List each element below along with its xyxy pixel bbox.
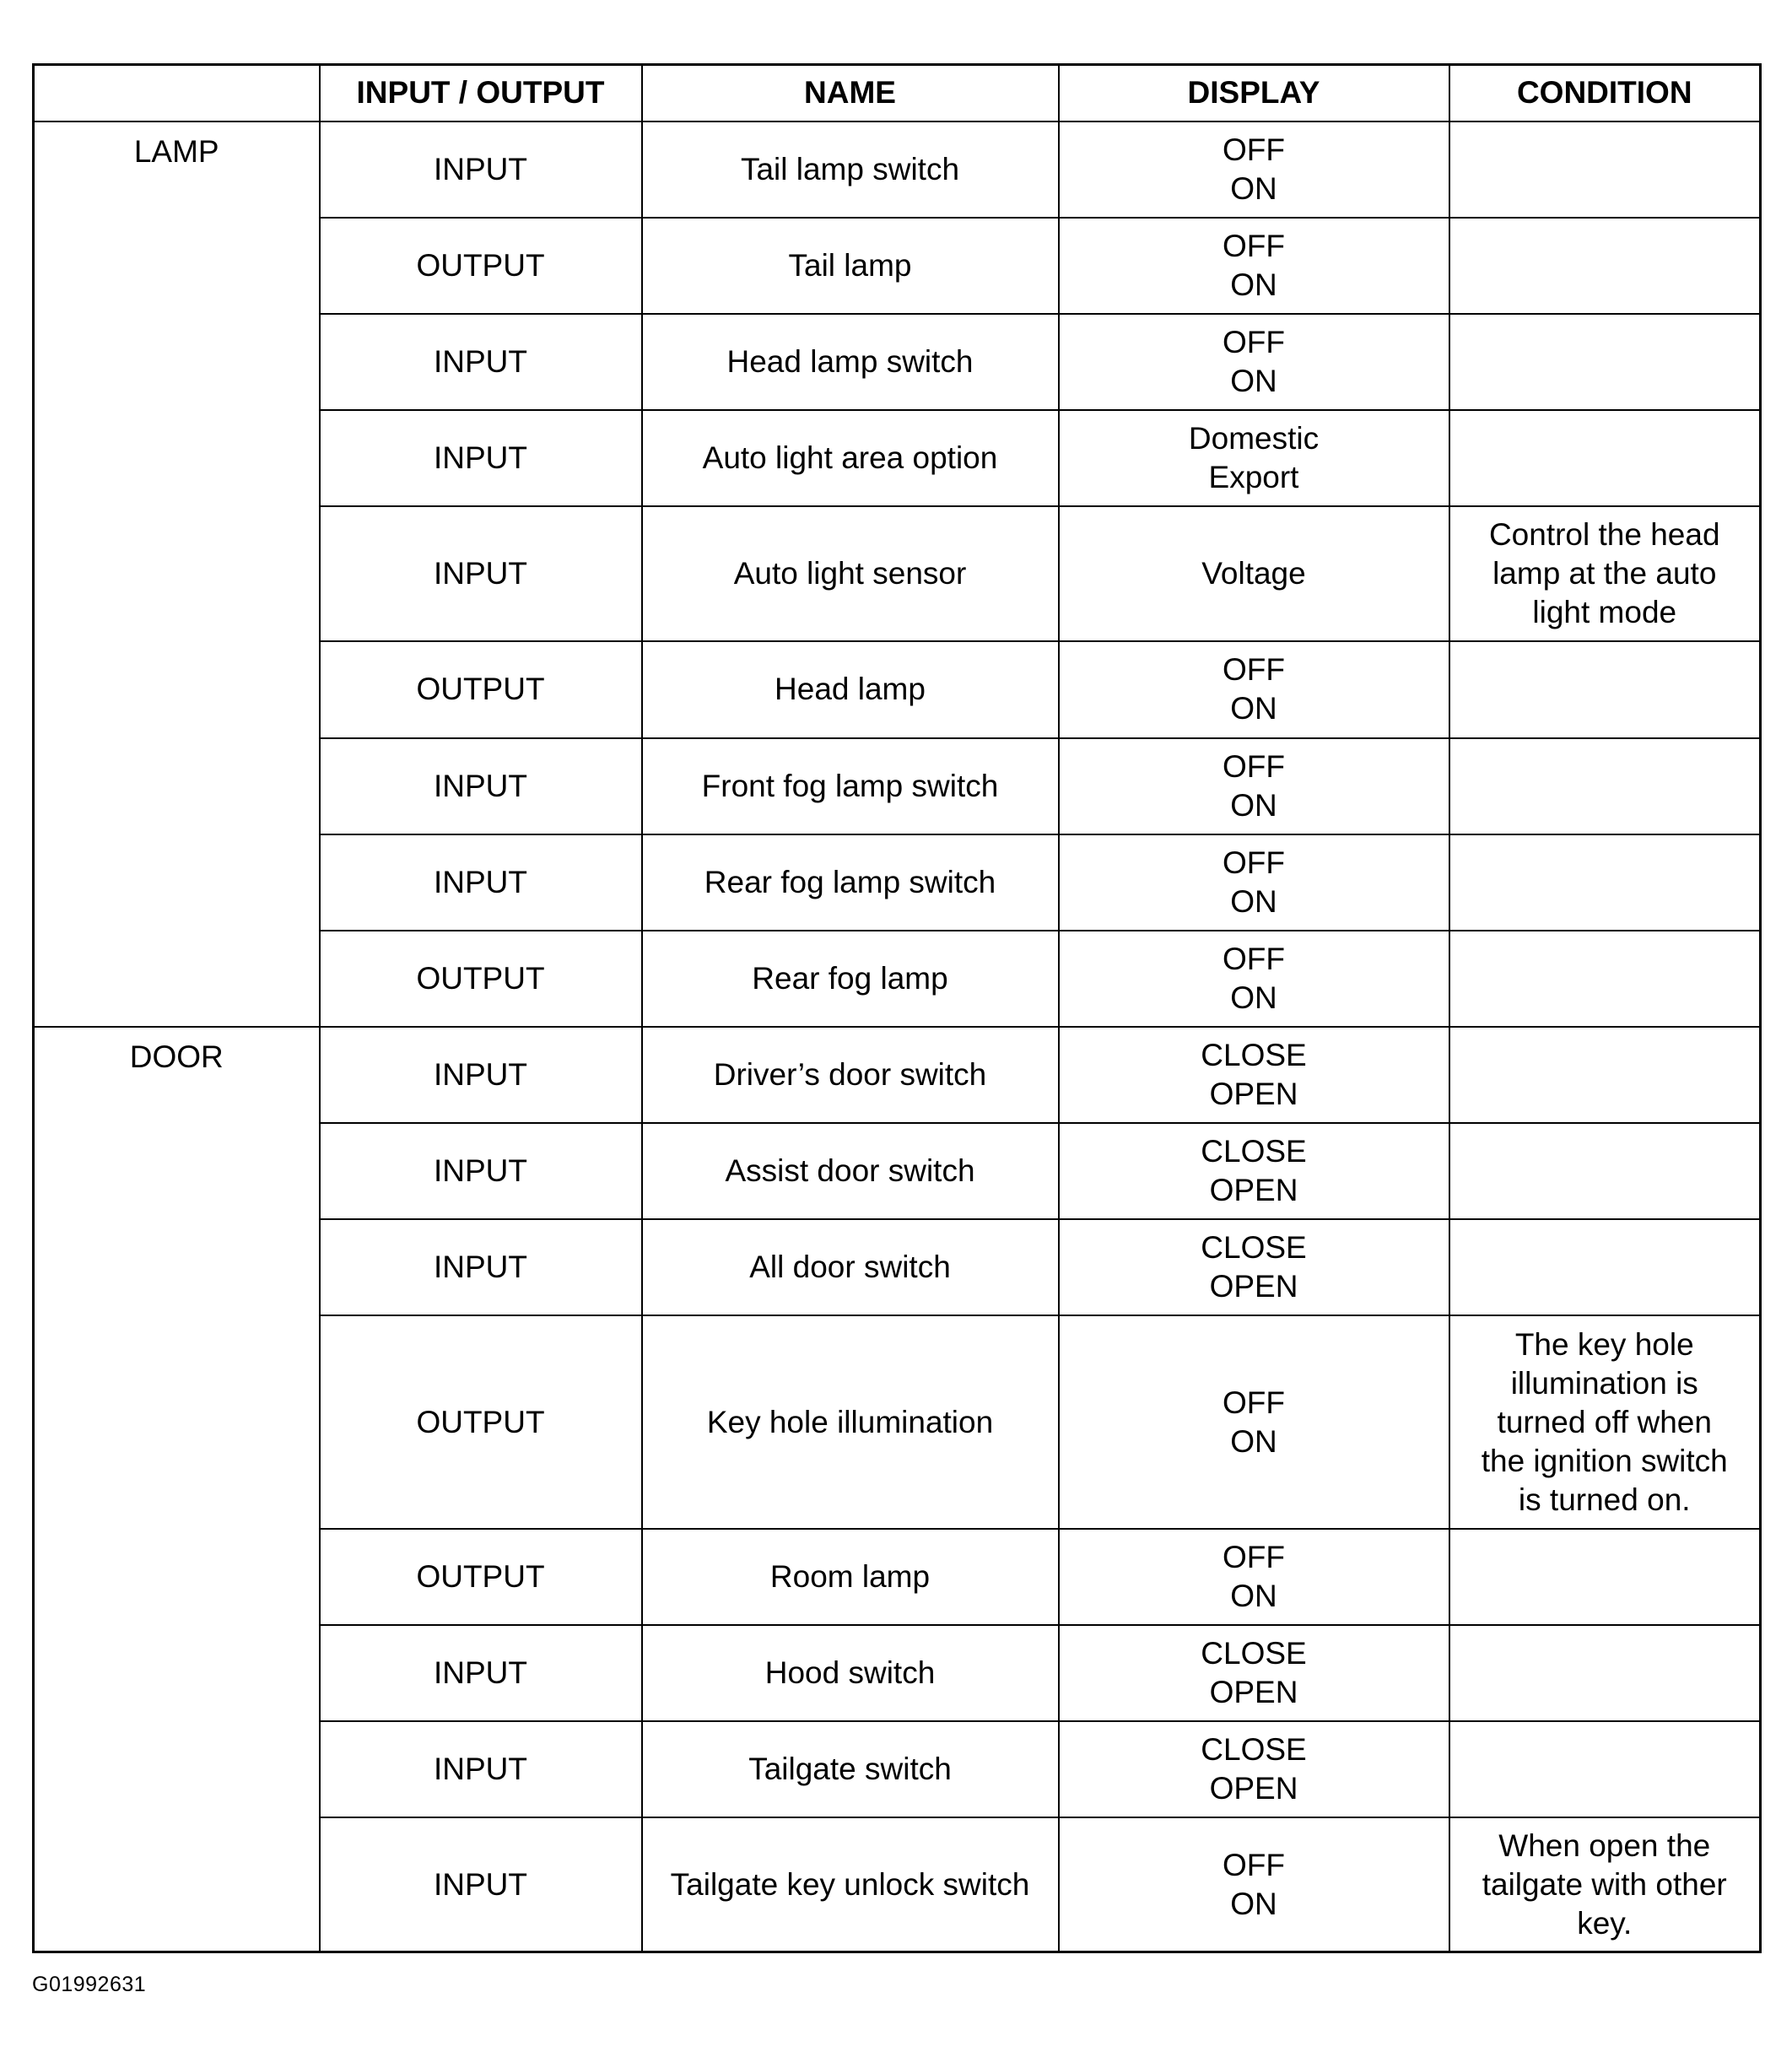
- header-display: DISPLAY: [1059, 65, 1449, 121]
- display-cell: OFF ON: [1059, 834, 1449, 931]
- header-input-output: INPUT / OUTPUT: [320, 65, 642, 121]
- condition-cell: The key hole illumination is turned off when the ignition switch is turned on.: [1449, 1315, 1761, 1528]
- name-cell: Room lamp: [642, 1529, 1059, 1625]
- io-cell: INPUT: [320, 1027, 642, 1123]
- display-cell: OFF ON: [1059, 121, 1449, 218]
- condition-cell: [1449, 410, 1761, 506]
- name-cell: Auto light area option: [642, 410, 1059, 506]
- name-cell: Tailgate switch: [642, 1721, 1059, 1817]
- io-cell: OUTPUT: [320, 931, 642, 1027]
- display-cell: CLOSE OPEN: [1059, 1219, 1449, 1315]
- spec-table-container: [32, 63, 1759, 1953]
- name-cell: Assist door switch: [642, 1123, 1059, 1219]
- display-cell: OFF ON: [1059, 1529, 1449, 1625]
- name-cell: Hood switch: [642, 1625, 1059, 1721]
- condition-cell: [1449, 218, 1761, 314]
- io-cell: OUTPUT: [320, 218, 642, 314]
- name-cell: Driver’s door switch: [642, 1027, 1059, 1123]
- display-cell: Domestic Export: [1059, 410, 1449, 506]
- io-cell: INPUT: [320, 1123, 642, 1219]
- display-cell: OFF ON: [1059, 1315, 1449, 1528]
- display-cell: OFF ON: [1059, 931, 1449, 1027]
- io-cell: INPUT: [320, 1625, 642, 1721]
- io-cell: INPUT: [320, 1817, 642, 1952]
- condition-cell: [1449, 641, 1761, 737]
- display-cell: CLOSE OPEN: [1059, 1721, 1449, 1817]
- display-cell: OFF ON: [1059, 641, 1449, 737]
- name-cell: Tailgate key unlock switch: [642, 1817, 1059, 1952]
- display-cell: CLOSE OPEN: [1059, 1123, 1449, 1219]
- group-label: LAMP: [133, 133, 219, 169]
- group-cell-door: [34, 1027, 320, 1952]
- name-cell: Tail lamp switch: [642, 121, 1059, 218]
- io-cell: INPUT: [320, 1721, 642, 1817]
- condition-cell: Control the head lamp at the auto light mode: [1449, 506, 1761, 641]
- io-cell: INPUT: [320, 410, 642, 506]
- name-cell: Key hole illumination: [642, 1315, 1059, 1528]
- display-cell: CLOSE OPEN: [1059, 1625, 1449, 1721]
- display-cell: OFF ON: [1059, 738, 1449, 834]
- io-cell: INPUT: [320, 1219, 642, 1315]
- name-cell: Front fog lamp switch: [642, 738, 1059, 834]
- display-cell: OFF ON: [1059, 314, 1449, 410]
- group-cell-lamp: [34, 121, 320, 1027]
- condition-cell: [1449, 1123, 1761, 1219]
- header-group: [34, 65, 320, 121]
- condition-cell: [1449, 931, 1761, 1027]
- condition-cell: [1449, 1625, 1761, 1721]
- name-cell: Rear fog lamp switch: [642, 834, 1059, 931]
- condition-cell: [1449, 1219, 1761, 1315]
- io-spec-table: [32, 63, 1762, 1953]
- condition-cell: [1449, 834, 1761, 931]
- name-cell: Tail lamp: [642, 218, 1059, 314]
- condition-cell: [1449, 1721, 1761, 1817]
- display-cell: CLOSE OPEN: [1059, 1027, 1449, 1123]
- table-row: [34, 121, 1761, 218]
- condition-cell: [1449, 314, 1761, 410]
- display-cell: OFF ON: [1059, 218, 1449, 314]
- header-row: [34, 65, 1761, 121]
- condition-cell: When open the tailgate with other key.: [1449, 1817, 1761, 1952]
- io-cell: OUTPUT: [320, 1315, 642, 1528]
- name-cell: Rear fog lamp: [642, 931, 1059, 1027]
- display-cell: Voltage: [1059, 506, 1449, 641]
- header-name: NAME: [642, 65, 1059, 121]
- display-cell: OFF ON: [1059, 1817, 1449, 1952]
- condition-cell: [1449, 1529, 1761, 1625]
- io-cell: OUTPUT: [320, 641, 642, 737]
- group-label: DOOR: [129, 1039, 224, 1074]
- name-cell: Auto light sensor: [642, 506, 1059, 641]
- io-cell: INPUT: [320, 738, 642, 834]
- name-cell: All door switch: [642, 1219, 1059, 1315]
- condition-cell: [1449, 121, 1761, 218]
- name-cell: Head lamp: [642, 641, 1059, 737]
- name-cell: Head lamp switch: [642, 314, 1059, 410]
- condition-cell: [1449, 738, 1761, 834]
- io-cell: INPUT: [320, 121, 642, 218]
- io-cell: INPUT: [320, 834, 642, 931]
- io-cell: INPUT: [320, 506, 642, 641]
- io-cell: OUTPUT: [320, 1529, 642, 1625]
- figure-code: G01992631: [32, 1973, 147, 1996]
- condition-cell: [1449, 1027, 1761, 1123]
- header-condition: CONDITION: [1449, 65, 1761, 121]
- table-row: [34, 1027, 1761, 1123]
- io-cell: INPUT: [320, 314, 642, 410]
